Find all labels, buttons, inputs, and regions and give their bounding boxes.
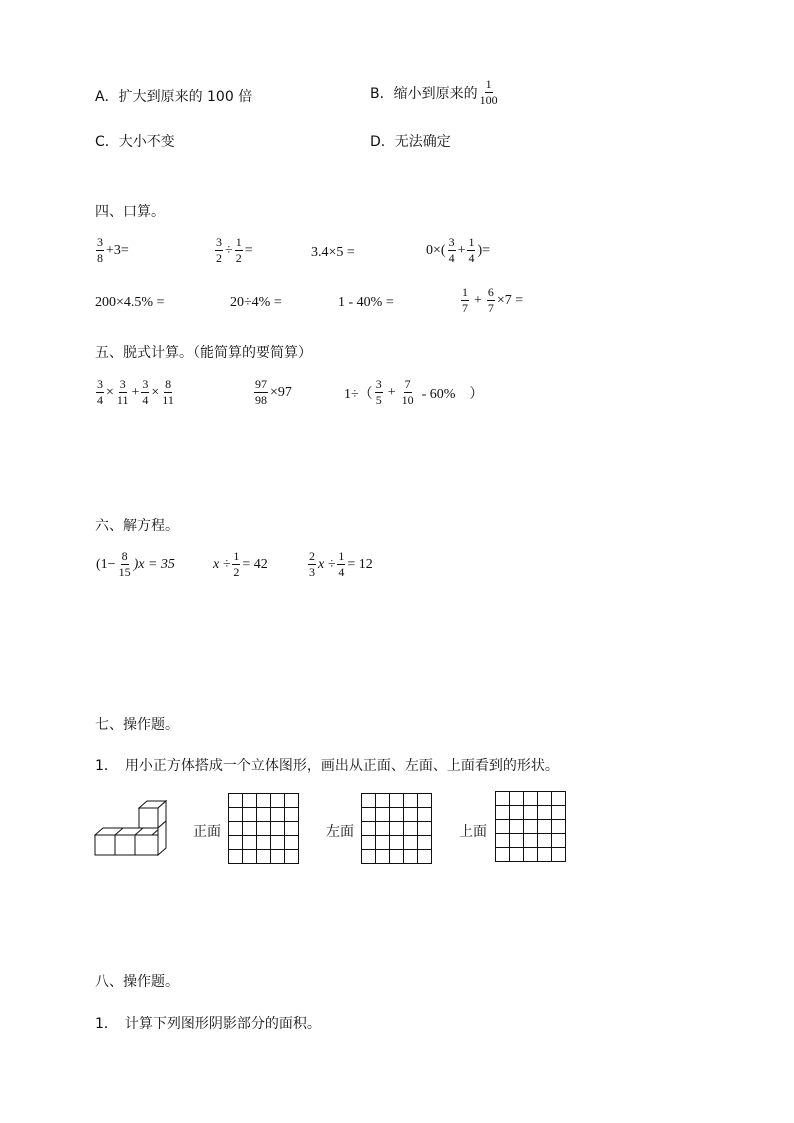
bottom-cube-2	[115, 835, 135, 855]
grid-cell[interactable]	[229, 850, 243, 864]
grid-cell[interactable]	[229, 808, 243, 822]
option-b-text: B．缩小到原来的	[370, 85, 478, 102]
grid-cell[interactable]	[418, 808, 432, 822]
equation-3: $\frac{2}{3}$ x ÷ $\frac{1}{4}$ = 12	[309, 549, 373, 579]
grid-cell[interactable]	[552, 834, 566, 848]
step-calc-3: 1÷（ $\frac{3}{5}$ + $\frac{7}{10}$ - 60% ）	[344, 377, 484, 407]
grid-cell[interactable]	[510, 792, 524, 806]
grid-cell[interactable]	[376, 822, 390, 836]
section-7-title: 七、操作题。	[95, 717, 179, 733]
oral-calc-7: 1 - 40% =	[338, 295, 394, 310]
grid-cell[interactable]	[271, 822, 285, 836]
grid-cell[interactable]	[285, 850, 299, 864]
option-d: D．无法确定	[370, 134, 451, 150]
grid-cell[interactable]	[243, 794, 257, 808]
top-view-label: 上面	[459, 824, 487, 840]
grid-cell[interactable]	[496, 848, 510, 862]
grid-cell[interactable]	[538, 806, 552, 820]
grid-cell[interactable]	[496, 806, 510, 820]
grid-cell[interactable]	[362, 850, 376, 864]
section-8-question-1: 1． 计算下列图形阴影部分的面积。	[95, 1016, 321, 1032]
left-view-label: 左面	[326, 824, 354, 840]
grid-cell[interactable]	[243, 822, 257, 836]
grid-cell[interactable]	[271, 836, 285, 850]
grid-cell[interactable]	[243, 836, 257, 850]
grid-cell[interactable]	[524, 820, 538, 834]
grid-cell[interactable]	[524, 806, 538, 820]
grid-cell[interactable]	[510, 820, 524, 834]
front-view-grid[interactable]	[228, 793, 299, 864]
section-5-title: 五、脱式计算。（能简算的要简算）	[95, 345, 312, 361]
cube-figure	[94, 800, 184, 858]
grid-cell[interactable]	[257, 836, 271, 850]
grid-cell[interactable]	[418, 794, 432, 808]
grid-cell[interactable]	[524, 848, 538, 862]
oral-calc-5: 200×4.5% =	[95, 295, 165, 310]
equation-1: (1− $\frac{8}{15}$ )x = 35	[96, 549, 175, 579]
grid-cell[interactable]	[257, 822, 271, 836]
option-b	[370, 78, 500, 107]
grid-cell[interactable]	[552, 792, 566, 806]
oral-calc-4: 0×( $\frac{3}{4}$ + $\frac{1}{4}$ )=	[426, 235, 491, 265]
grid-cell[interactable]	[229, 794, 243, 808]
grid-cell[interactable]	[376, 850, 390, 864]
grid-cell[interactable]	[390, 808, 404, 822]
grid-cell[interactable]	[376, 808, 390, 822]
oral-calc-2: $\frac{3}{2}$ ÷ $\frac{1}{2}$ =	[216, 235, 253, 265]
grid-cell[interactable]	[243, 808, 257, 822]
section-4-title: 四、口算。	[95, 204, 165, 220]
grid-cell[interactable]	[285, 808, 299, 822]
grid-cell[interactable]	[538, 848, 552, 862]
grid-cell[interactable]	[404, 836, 418, 850]
equation-2: x ÷ $\frac{1}{2}$ = 42	[213, 549, 268, 579]
grid-cell[interactable]	[376, 836, 390, 850]
grid-cell[interactable]	[257, 850, 271, 864]
grid-cell[interactable]	[362, 836, 376, 850]
bottom-cube-3	[135, 835, 158, 855]
grid-cell[interactable]	[390, 822, 404, 836]
bottom-row-top	[95, 828, 160, 835]
grid-cell[interactable]	[271, 808, 285, 822]
oral-calc-6: 20÷4% =	[230, 295, 282, 310]
grid-cell[interactable]	[285, 836, 299, 850]
oral-calc-3: 3.4×5 =	[311, 245, 355, 260]
grid-cell[interactable]	[390, 836, 404, 850]
grid-cell[interactable]	[271, 794, 285, 808]
grid-cell[interactable]	[376, 794, 390, 808]
grid-cell[interactable]	[404, 808, 418, 822]
left-view-grid[interactable]	[361, 793, 432, 864]
oral-calc-1: $\frac{3}{8}$ +3=	[97, 235, 129, 265]
option-a: A．扩大到原来的 100 倍	[95, 89, 253, 105]
grid-cell[interactable]	[538, 820, 552, 834]
grid-cell[interactable]	[418, 836, 432, 850]
grid-cell[interactable]	[243, 850, 257, 864]
grid-cell[interactable]	[538, 792, 552, 806]
grid-cell[interactable]	[271, 850, 285, 864]
section-8-title: 八、操作题。	[95, 974, 179, 990]
grid-cell[interactable]	[285, 822, 299, 836]
cube-front-face	[139, 808, 158, 828]
grid-cell[interactable]	[390, 850, 404, 864]
grid-cell[interactable]	[496, 834, 510, 848]
section-7-question-1: 1． 用小正方体搭成一个立体图形，画出从正面、左面、上面看到的形状。	[95, 758, 559, 774]
oral-calc-8: $\frac{1}{7}$ + $\frac{6}{7}$ ×7 =	[462, 285, 524, 315]
grid-cell[interactable]	[496, 792, 510, 806]
grid-cell[interactable]	[390, 794, 404, 808]
step-calc-2: $\frac{97}{98}$ ×97	[255, 377, 292, 407]
grid-cell[interactable]	[229, 822, 243, 836]
grid-cell[interactable]	[524, 834, 538, 848]
grid-cell[interactable]	[510, 848, 524, 862]
option-b-fraction: $\frac{1}{100}$	[479, 77, 498, 107]
grid-cell[interactable]	[257, 794, 271, 808]
grid-cell[interactable]	[524, 792, 538, 806]
grid-cell[interactable]	[404, 794, 418, 808]
bottom-cube-1	[95, 835, 115, 855]
grid-cell[interactable]	[510, 834, 524, 848]
grid-cell[interactable]	[285, 794, 299, 808]
grid-cell[interactable]	[362, 822, 376, 836]
grid-cell[interactable]	[496, 820, 510, 834]
grid-cell[interactable]	[362, 794, 376, 808]
top-view-grid[interactable]	[495, 791, 566, 862]
grid-cell[interactable]	[538, 834, 552, 848]
grid-cell[interactable]	[257, 808, 271, 822]
grid-cell[interactable]	[510, 806, 524, 820]
grid-cell[interactable]	[362, 808, 376, 822]
front-view-label: 正面	[193, 824, 221, 840]
grid-cell[interactable]	[404, 850, 418, 864]
grid-cell[interactable]	[229, 836, 243, 850]
grid-cell[interactable]	[418, 850, 432, 864]
grid-cell[interactable]	[552, 806, 566, 820]
grid-cell[interactable]	[418, 822, 432, 836]
grid-cell[interactable]	[552, 820, 566, 834]
option-c: C．大小不变	[95, 134, 175, 150]
step-calc-1: $\frac{3}{4}$ × $\frac{3}{11}$ + $\frac{3}{4}$ × $\frac{8}{11}$	[97, 377, 174, 407]
grid-cell[interactable]	[404, 822, 418, 836]
grid-cell[interactable]	[552, 848, 566, 862]
section-6-title: 六、解方程。	[95, 518, 179, 534]
